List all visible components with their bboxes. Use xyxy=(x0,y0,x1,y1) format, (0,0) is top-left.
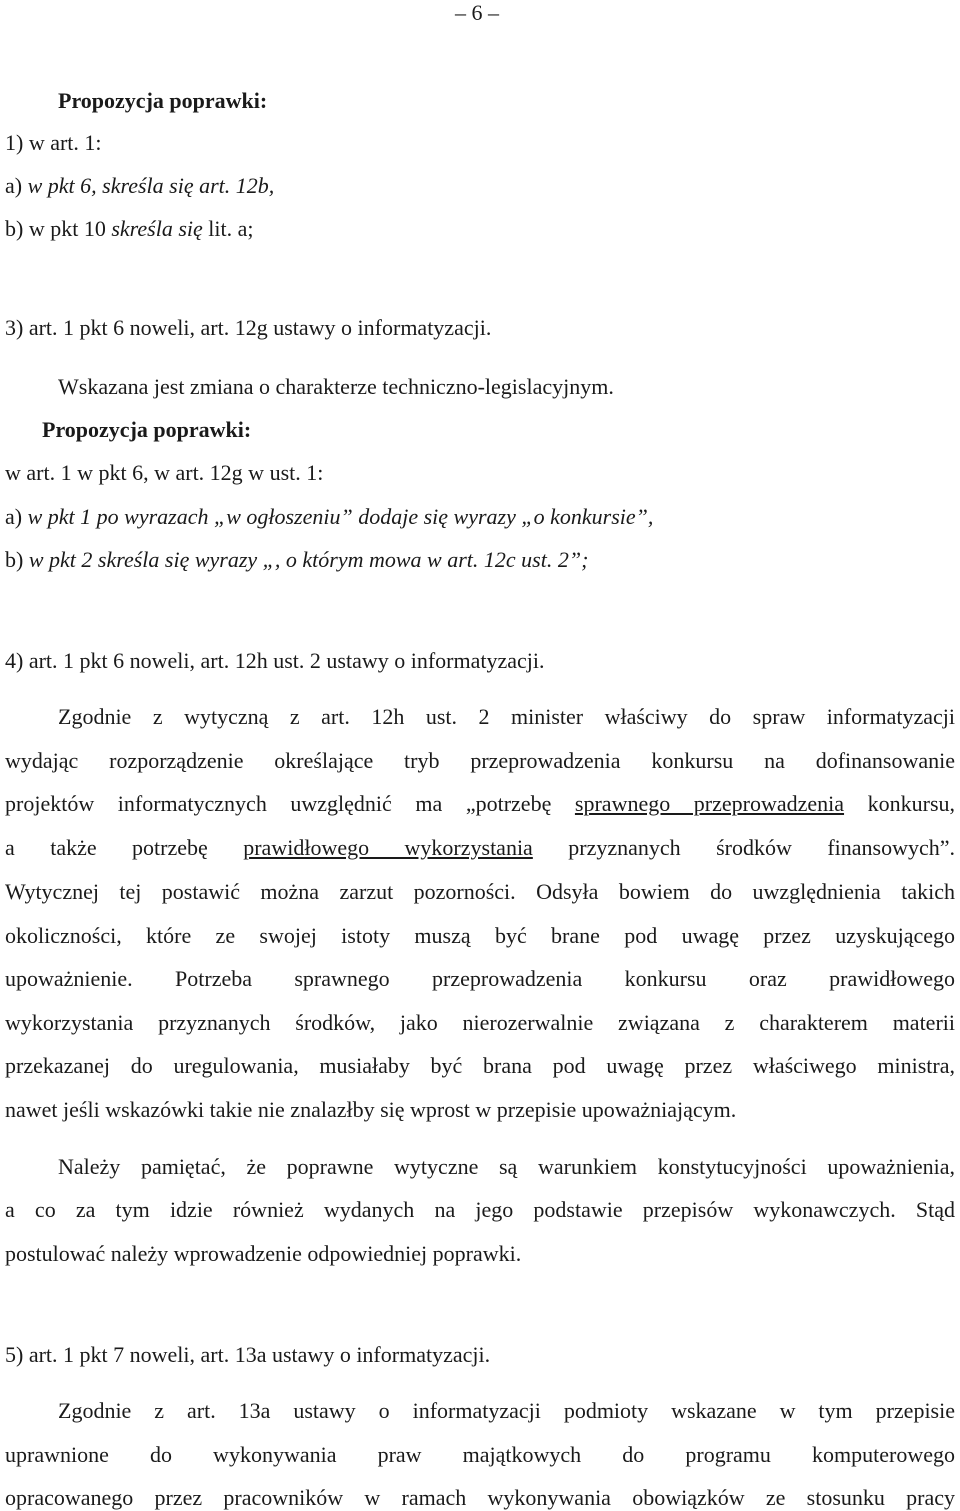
proposal-heading: Propozycja poprawki: xyxy=(58,88,268,113)
amendment-line xyxy=(5,506,653,528)
italic-text: w pkt 6, skreśla się art. 12b, xyxy=(27,173,275,198)
item-label: a) xyxy=(5,504,28,529)
item-label: b) xyxy=(5,547,29,572)
amendment-line: w art. 1 w pkt 6, w art. 12g w ust. 1: xyxy=(5,460,324,485)
amendment-line xyxy=(5,549,588,571)
underlined-text: prawidłowego wykorzystania xyxy=(243,835,533,860)
amendment-line xyxy=(5,218,254,240)
amendment-line xyxy=(5,175,274,197)
section-title: 3) art. 1 pkt 6 noweli, art. 12g ustawy o informatyzacji. xyxy=(5,315,492,340)
paragraph-line: wydając rozporządzenie określające tryb przeprowadzenia konkursu na dofinansowanie xyxy=(5,748,955,773)
paragraph-line: a co za tym idzie również wydanych na jego podstawie przepisów wykonawczych. Stąd xyxy=(5,1197,955,1222)
section-title: 5) art. 1 pkt 7 noweli, art. 13a ustawy o informatyzacji. xyxy=(5,1342,491,1367)
paragraph-line: Wytycznej tej postawić można zarzut pozorności. Odsyła bowiem do uwzględnienia takich xyxy=(5,879,955,904)
line-text: a także potrzebę xyxy=(5,835,244,860)
italic-text: skreśla się xyxy=(111,216,203,241)
paragraph-line: uprawnione do wykonywania praw majątkowych do programu komputerowego xyxy=(5,1442,955,1467)
paragraph-line: Wskazana jest zmiana o charakterze techniczno-legislacyjnym. xyxy=(58,374,614,399)
item-label: a) xyxy=(5,173,28,198)
page-number: – 6 – xyxy=(455,0,499,25)
line-text: lit. a; xyxy=(202,216,254,241)
italic-text: w pkt 1 po wyrazach „w ogłoszeniu” dodaje się wyrazy „o konkursie”, xyxy=(27,504,654,529)
underlined-text: sprawnego przeprowadzenia xyxy=(574,791,845,816)
section-title: 4) art. 1 pkt 6 noweli, art. 12h ust. 2 ustawy o informatyzacji. xyxy=(5,648,545,673)
proposal-heading: Propozycja poprawki: xyxy=(42,417,252,442)
paragraph-line: Zgodnie z art. 13a ustawy o informatyzacji podmioty wskazane w tym przepisie xyxy=(58,1398,955,1423)
line-text: projektów informatycznych uwzględnić ma „potrzebę xyxy=(5,791,575,816)
amendment-line: 1) w art. 1: xyxy=(5,130,102,155)
italic-text: w pkt 2 skreśla się wyrazy „, o którym mowa w art. 12c ust. 2”; xyxy=(28,547,589,572)
line-text: przyznanych środków finansowych”. xyxy=(568,835,956,860)
paragraph-line: postulować należy wprowadzenie odpowiedniej poprawki. xyxy=(5,1241,522,1266)
paragraph-line: przekazanej do uregulowania, musiałaby być brana pod uwagę przez właściwego ministra, xyxy=(5,1053,955,1078)
paragraph-line: nawet jeśli wskazówki takie nie znalazłby się wprost w przepisie upoważniającym. xyxy=(5,1097,737,1122)
paragraph-line: okoliczności, które ze swojej istoty muszą być brane pod uwagę przez uzyskującego xyxy=(5,923,955,948)
paragraph-line: upoważnienie. Potrzeba sprawnego przeprowadzenia konkursu oraz prawidłowego xyxy=(5,966,955,991)
paragraph-line xyxy=(5,793,955,815)
paragraph-line: opracowanego przez pracowników w ramach wykonywania obowiązków ze stosunku pracy xyxy=(5,1485,955,1510)
line-text: b) w pkt 10 xyxy=(5,216,112,241)
paragraph-line: Należy pamiętać, że poprawne wytyczne są warunkiem konstytucyjności upoważnienia, xyxy=(58,1154,955,1179)
paragraph-line xyxy=(5,837,955,859)
paragraph-line: wykorzystania przyznanych środków, jako nierozerwalnie związana z charakterem materii xyxy=(5,1010,955,1035)
line-text: konkursu, xyxy=(867,791,956,816)
paragraph-line: Zgodnie z wytyczną z art. 12h ust. 2 minister właściwy do spraw informatyzacji xyxy=(58,704,955,729)
